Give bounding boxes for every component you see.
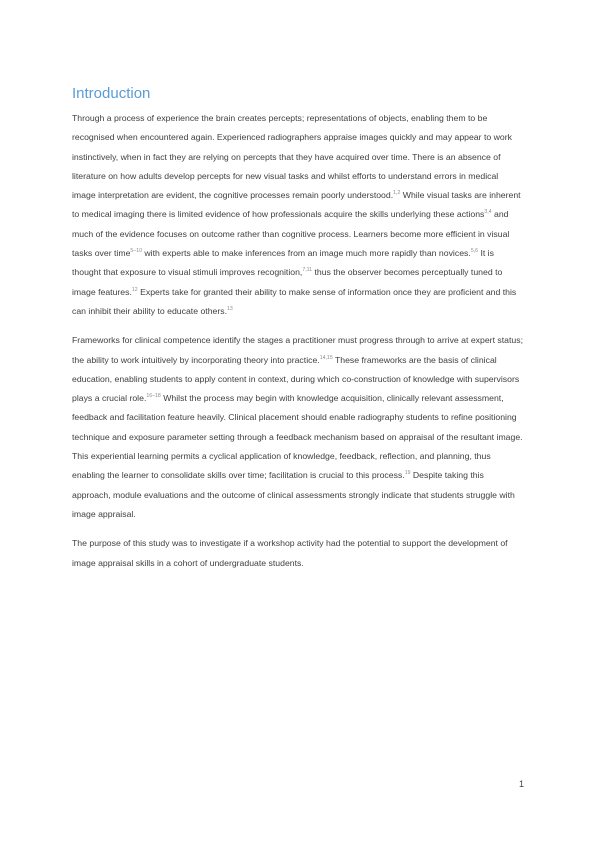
paragraph-text: thus the observer becomes perceptually tuned to image features. (72, 267, 503, 297)
citation-superscript: 12 (131, 286, 138, 293)
paragraph-text: and much of the evidence focuses on outcome rather than cognitive process. Learners become more efficient in visual tasks over time (72, 209, 510, 259)
paragraph-text: While visual tasks are inherent to medical imaging there is limited evidence of how professionals acquire the skills underlying these actions (72, 190, 521, 220)
paragraph-text: The purpose of this study was to investigate if a workshop activity had the potential to support the development of image appraisal skills in a cohort of undergraduate students. (72, 538, 508, 568)
paragraph-text: Frameworks for clinical competence identify the stages a practitioner must progress through to arrive at expert status; the ability to work intuitively by incorporating theory into practice. (72, 335, 523, 365)
citation-superscript: 5,6 (470, 248, 479, 255)
citation-superscript: 16–18 (146, 393, 161, 400)
paragraph-text: Whilst the process may begin with knowledge acquisition, clinically relevant assessment, feedback and facilitation feature heavily. Clinical placement should enable radiography students to refine positioning technique and exposure parameter setting through a feedback mechanism based on appraisal of the resultant image. This experiential learning permits a cyclical application of knowledge, feedback, reflection, and planning, thus enabling the learner to consolidate skills over time; facilitation is crucial to this process. (72, 393, 523, 481)
paragraph-3 (72, 534, 524, 573)
citation-superscript: 13 (227, 305, 233, 312)
paragraph-1 (72, 109, 524, 321)
citation-superscript: 1,2 (393, 190, 401, 197)
body-text (72, 109, 524, 583)
citation-superscript: 19 (404, 470, 411, 477)
paragraph-text: Through a process of experience the brain creates percepts; representations of objects, enabling them to be recognised when encountered again. Experienced radiographers appraise images quickly and may appear to work instinctively, when in fact they are relying on percepts that they have acquired over time. There is an absence of literature on how adults develop percepts for new visual tasks and whilst efforts to understand errors in medical image interpretation are evident, the cognitive processes remain poorly understood. (72, 113, 512, 201)
citation-superscript: 3,4 (484, 209, 492, 216)
paragraph-2 (72, 331, 524, 524)
paragraph-text: Experts take for granted their ability to make sense of information once they are proficient and this can inhibit their ability to educate others. (72, 286, 517, 316)
section-heading: Introduction (72, 85, 151, 102)
page-number: 1 (518, 779, 524, 789)
paragraph-text: It is thought that exposure to visual stimuli improves recognition, (72, 248, 494, 278)
citation-superscript: 5–10 (130, 248, 142, 255)
paragraph-text: These frameworks are the basis of clinical education, enabling students to apply content in context, during which co-construction of knowledge with supervisors plays a crucial role. (72, 354, 520, 404)
citation-superscript: 7,11 (302, 267, 313, 274)
paragraph-text: Despite taking this approach, module evaluations and the outcome of clinical assessments strongly indicate that students struggle with image appraisal. (72, 470, 515, 519)
citation-superscript: 14,15 (319, 354, 333, 361)
paragraph-text: with experts able to make inferences from an image much more rapidly than novices. (141, 248, 471, 259)
